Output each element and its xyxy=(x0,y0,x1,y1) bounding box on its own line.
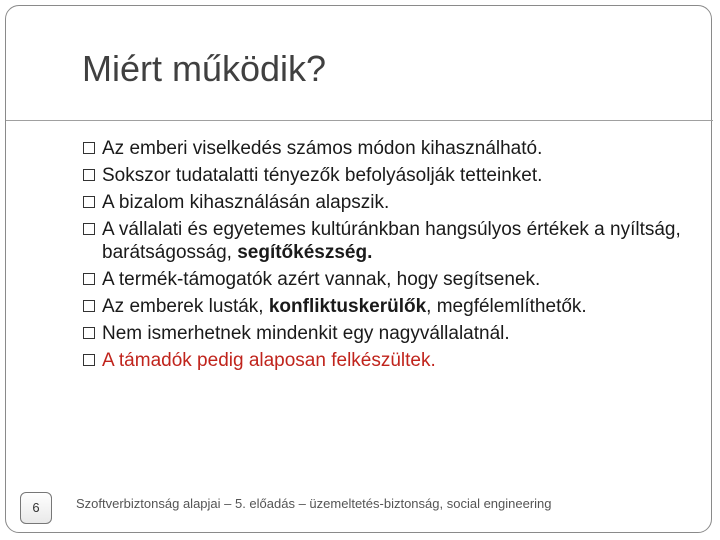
bullet-item xyxy=(83,218,683,264)
page-number-badge: 6 xyxy=(20,492,52,524)
bullet-list xyxy=(83,137,683,376)
bullet-text: Az emberi viselkedés számos módon kihasználható. xyxy=(102,138,543,159)
square-bullet-icon xyxy=(83,169,95,181)
bullet-text: Nem ismerhetnek mindenkit egy nagyvállalatnál. xyxy=(102,323,510,344)
bullet-text: A vállalati és egyetemes kultúránkban hangsúlyos értékek a nyíltság, barátságosság, xyxy=(102,219,681,263)
square-bullet-icon xyxy=(83,300,95,312)
bullet-item-highlighted xyxy=(83,349,683,372)
bullet-item xyxy=(83,164,683,187)
title-divider xyxy=(6,120,713,121)
square-bullet-icon xyxy=(83,327,95,339)
bullet-bold-text: konfliktuskerülők xyxy=(268,296,427,317)
square-bullet-icon xyxy=(83,273,95,285)
bullet-text: A termék-támogatók azért vannak, hogy segítsenek. xyxy=(102,269,541,290)
square-bullet-icon xyxy=(83,142,95,154)
bullet-text-after: , megfélemlíthetők. xyxy=(426,296,587,317)
square-bullet-icon xyxy=(83,223,95,235)
slide-footer: Szoftverbiztonság alapjai – 5. előadás – üzemeltetés-biztonság, social engineering xyxy=(76,496,552,511)
bullet-item xyxy=(83,322,683,345)
square-bullet-icon xyxy=(83,196,95,208)
bullet-text: A támadók pedig alaposan felkészültek. xyxy=(102,350,436,371)
slide-title: Miért működik? xyxy=(82,48,327,89)
bullet-text: Az emberek lusták, xyxy=(102,296,269,317)
bullet-item xyxy=(83,295,683,318)
bullet-item xyxy=(83,137,683,160)
bullet-text: A bizalom kihasználásán alapszik. xyxy=(102,192,390,213)
square-bullet-icon xyxy=(83,354,95,366)
bullet-text: Sokszor tudatalatti tényezők befolyásolják tetteinket. xyxy=(102,165,543,186)
bullet-item xyxy=(83,268,683,291)
bullet-bold-text: segítőkészség. xyxy=(237,242,373,263)
bullet-item xyxy=(83,191,683,214)
